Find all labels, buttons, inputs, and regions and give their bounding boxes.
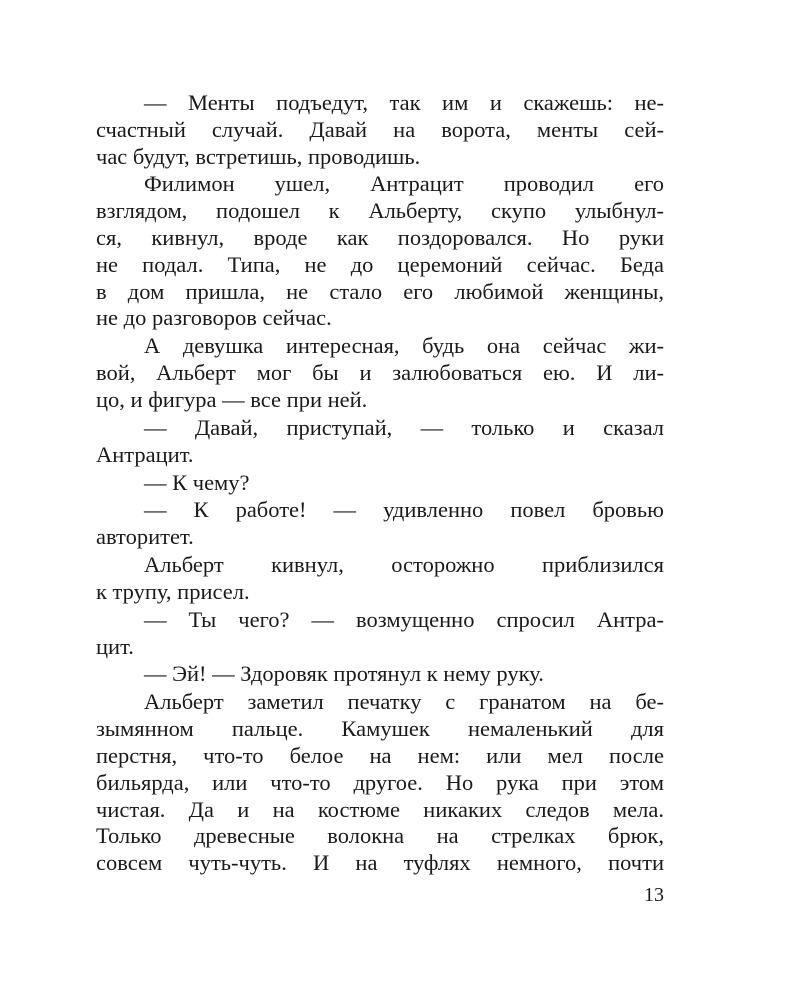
paragraph xyxy=(96,171,664,332)
paragraph xyxy=(96,333,664,413)
text-line: — Ты чего? — возмущенно спросил Антра- xyxy=(144,606,664,632)
text-line: не подал. Типа, не до церемоний сейчас. Беда xyxy=(96,251,664,277)
text-line: бильярда, или что-то другое. Но рука при этом xyxy=(96,769,664,795)
text-line: Филимон ушел, Антрацит проводил его xyxy=(144,171,664,197)
paragraph xyxy=(96,661,664,688)
text-line: — Менты подъедут, так им и скажешь: не- xyxy=(144,90,664,115)
text-line: счастный случай. Давай на ворота, менты сей- xyxy=(96,116,664,142)
text-line: цо, и фигура — все при ней. xyxy=(96,386,368,412)
text-line: в дом пришла, не стало его любимой женщины, xyxy=(96,278,664,304)
paragraph xyxy=(96,470,664,497)
paragraph xyxy=(96,415,664,469)
text-line: — Давай, приступай, — только и сказал xyxy=(144,414,664,440)
text-line: взглядом, подошел к Альберту, скупо улыбнул- xyxy=(96,198,664,224)
page-number: 13 xyxy=(644,884,664,906)
text-line: вой, Альберт мог бы и залюбоваться ею. И ли- xyxy=(96,360,664,386)
text-line: зымянном пальце. Камушек немаленький для xyxy=(96,716,664,742)
text-line: Антрацит. xyxy=(96,441,194,467)
paragraph xyxy=(96,497,664,551)
text-line: чистая. Да и на костюме никаких следов мела. xyxy=(96,796,664,822)
paragraph xyxy=(96,689,664,877)
text-line: не до разговоров сейчас. xyxy=(96,305,332,331)
text-line: час будут, встретишь, проводишь. xyxy=(96,143,421,169)
text-line: Альберт кивнул, осторожно приблизился xyxy=(144,552,664,578)
body-text xyxy=(96,90,664,878)
text-line: к трупу, присел. xyxy=(96,578,250,604)
text-line: совсем чуть-чуть. И на туфлях немного, почти xyxy=(96,850,664,876)
text-line: — Эй! — Здоровяк протянул к нему руку. xyxy=(144,661,544,687)
paragraph xyxy=(96,90,664,170)
text-line: Только древесные волокна на стрелках брюк, xyxy=(96,823,664,849)
text-line: ся, кивнул, вроде как поздоровался. Но руки xyxy=(96,225,664,251)
paragraph xyxy=(96,607,664,661)
text-line: А девушка интересная, будь она сейчас жи- xyxy=(144,333,664,359)
text-line: — К чему? xyxy=(144,469,250,495)
text-line: Альберт заметил печатку с гранатом на бе- xyxy=(144,689,664,715)
text-line: авторитет. xyxy=(96,524,194,550)
text-line: — К работе! — удивленно повел бровью xyxy=(144,497,664,523)
text-line: цит. xyxy=(96,633,134,659)
paragraph xyxy=(96,552,664,606)
text-line: перстня, что-то белое на нем: или мел после xyxy=(96,742,664,768)
